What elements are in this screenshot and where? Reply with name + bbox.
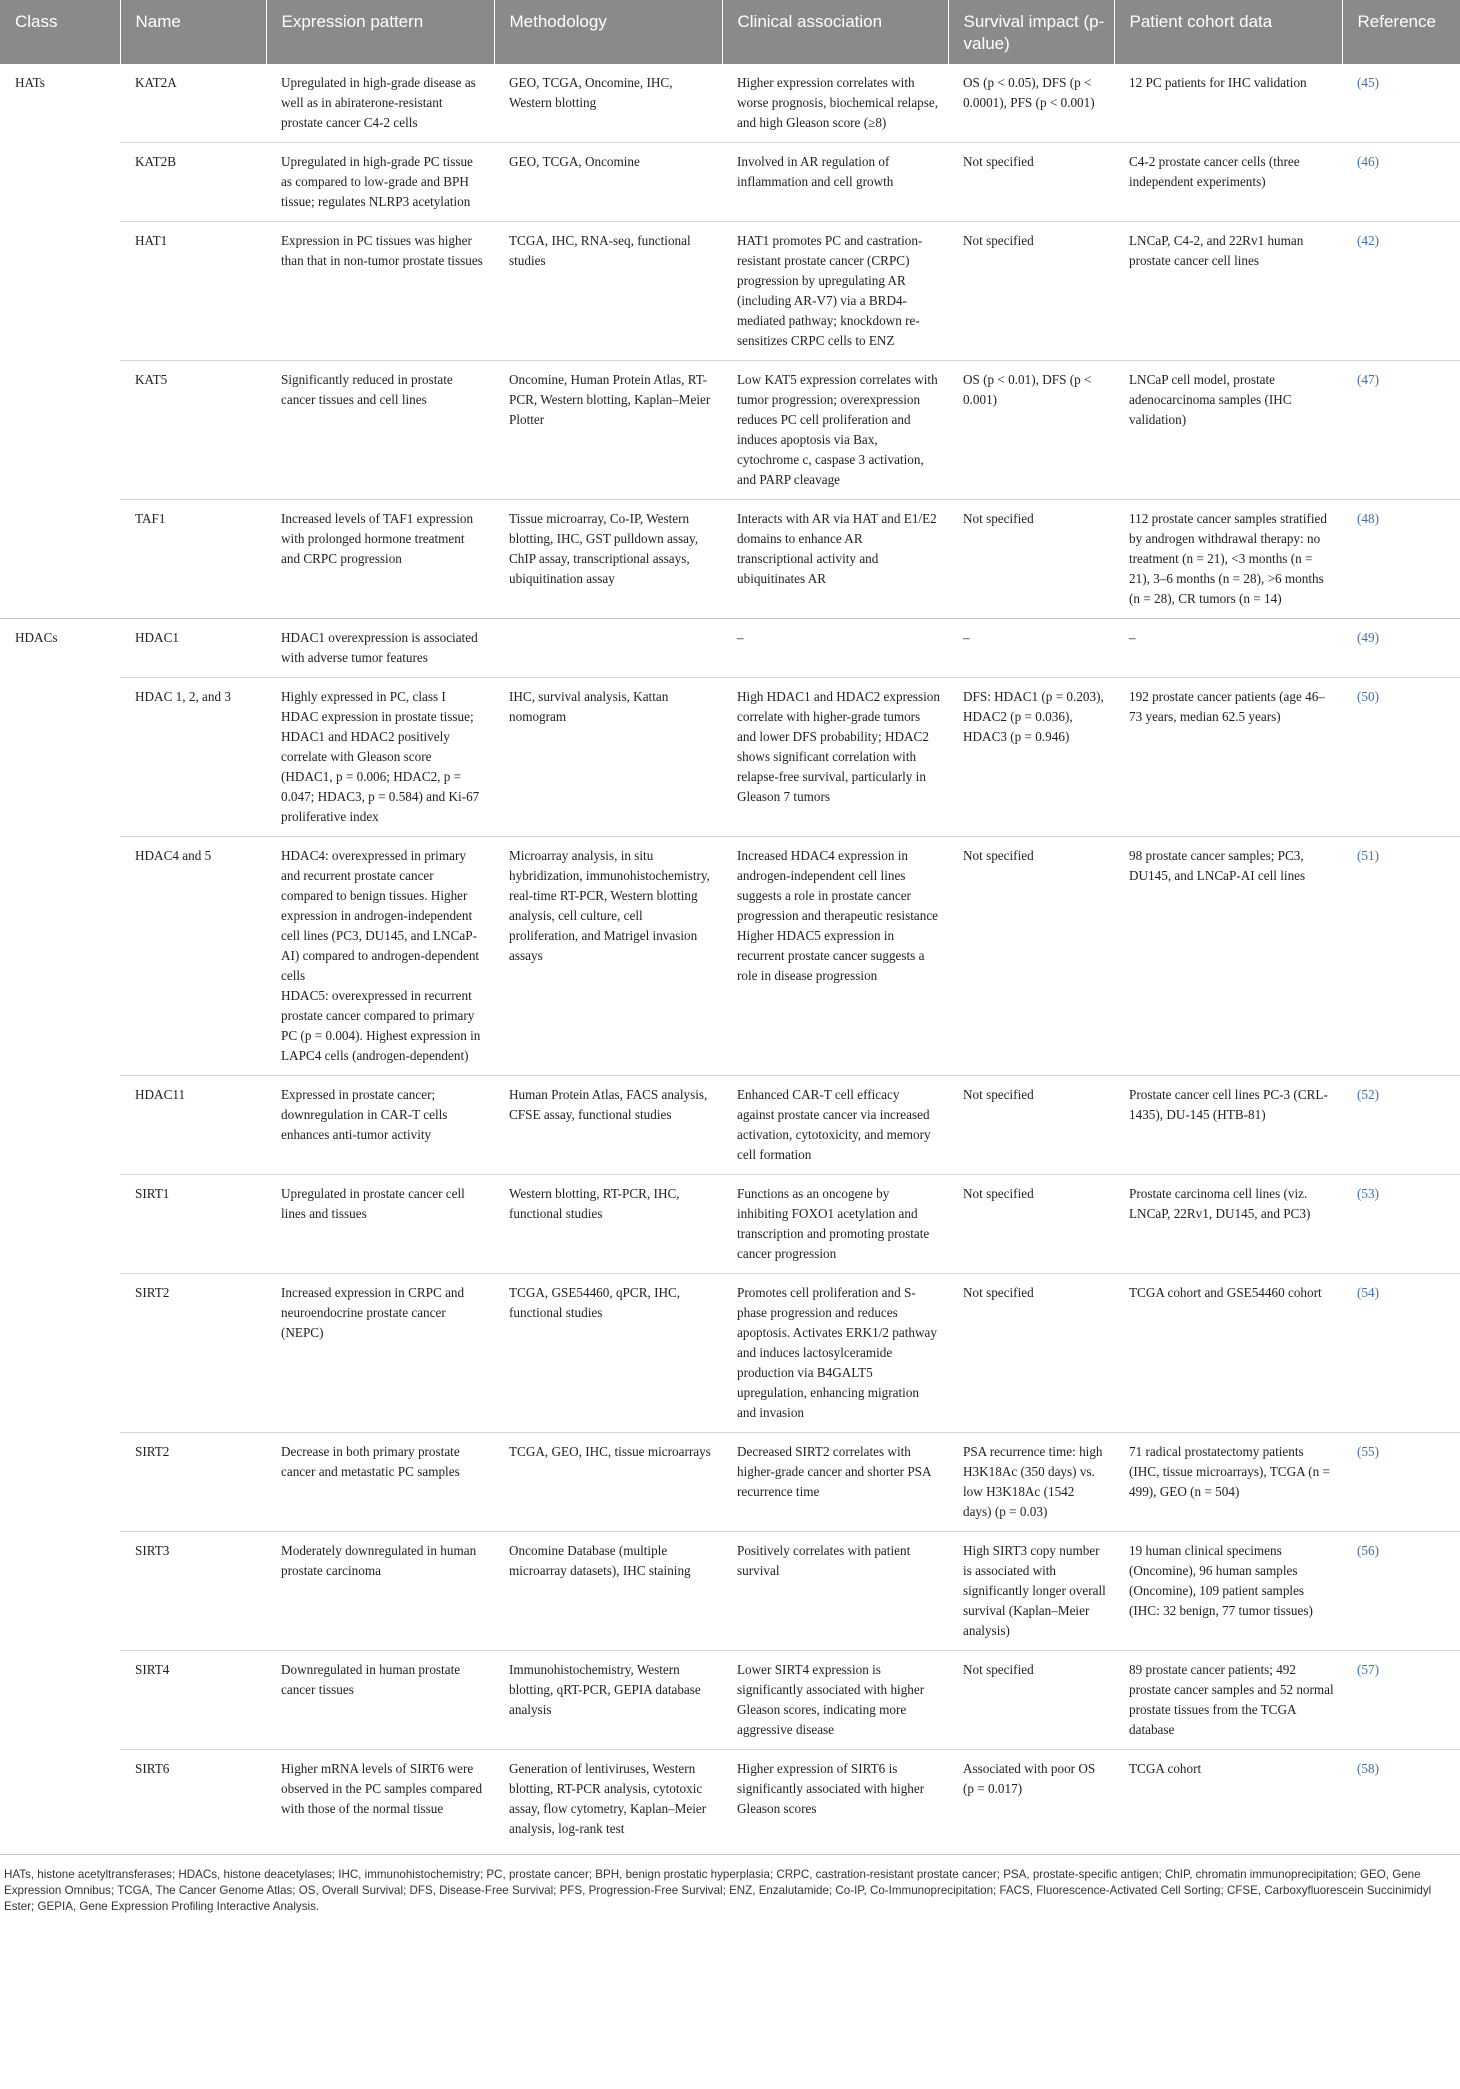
cell-cohort: 89 prostate cancer patients; 492 prostate cancer samples and 52 normal prostate tissues from the TCGA database bbox=[1114, 1651, 1342, 1750]
cell-clinical: Interacts with AR via HAT and E1/E2 domains to enhance AR transcriptional activity and ubiquitinates AR bbox=[722, 500, 948, 619]
cell-name: SIRT2 bbox=[120, 1433, 266, 1532]
cell-reference[interactable]: (48) bbox=[1342, 500, 1460, 619]
cell-cohort: TCGA cohort bbox=[1114, 1750, 1342, 1852]
cell-expression: Downregulated in human prostate cancer tissues bbox=[266, 1651, 494, 1750]
cell-class: HDACs bbox=[0, 619, 120, 678]
table-row bbox=[0, 222, 1460, 361]
cell-name: HDAC 1, 2, and 3 bbox=[120, 678, 266, 837]
cell-methodology: Oncomine Database (multiple microarray datasets), IHC staining bbox=[494, 1532, 722, 1651]
cell-expression: Significantly reduced in prostate cancer tissues and cell lines bbox=[266, 361, 494, 500]
header-reference: Reference bbox=[1342, 0, 1460, 64]
cell-class bbox=[0, 678, 120, 837]
header-cohort: Patient cohort data bbox=[1114, 0, 1342, 64]
cell-expression: Upregulated in high-grade disease as well as in abiraterone-resistant prostate cancer C4-2 cells bbox=[281, 75, 476, 130]
cell-survival: Not specified bbox=[948, 1274, 1114, 1433]
cell-class bbox=[0, 837, 120, 1076]
cell-cohort: – bbox=[1114, 619, 1342, 678]
header-expression: Expression pattern bbox=[266, 0, 494, 64]
cell-class bbox=[0, 1433, 120, 1532]
cell-survival: Not specified bbox=[948, 1076, 1114, 1175]
cell-class bbox=[0, 1175, 120, 1274]
cell-survival: High SIRT3 copy number is associated with significantly longer overall survival (Kaplan–Meier analysis) bbox=[948, 1532, 1114, 1651]
cell-clinical: Decreased SIRT2 correlates with higher-grade cancer and shorter PSA recurrence time bbox=[722, 1433, 948, 1532]
cell-reference[interactable]: (55) bbox=[1342, 1433, 1460, 1532]
cell-name: KAT5 bbox=[120, 361, 266, 500]
cell-class: HATs bbox=[15, 75, 45, 90]
cell-cohort: 192 prostate cancer patients (age 46–73 years, median 62.5 years) bbox=[1114, 678, 1342, 837]
cell-methodology: Western blotting, RT-PCR, IHC, functional studies bbox=[494, 1175, 722, 1274]
cell-cohort: 19 human clinical specimens (Oncomine), 96 human samples (Oncomine), 109 patient samples (IHC: 32 benign, 77 tumor tissues) bbox=[1114, 1532, 1342, 1651]
cell-methodology: GEO, TCGA, Oncomine, IHC, Western blotting bbox=[509, 75, 673, 110]
cell-expression: Expressed in prostate cancer; downregulation in CAR-T cells enhances anti-tumor activity bbox=[266, 1076, 494, 1175]
cell-reference[interactable]: (54) bbox=[1342, 1274, 1460, 1433]
table-row bbox=[0, 64, 1460, 143]
cell-methodology: TCGA, GEO, IHC, tissue microarrays bbox=[494, 1433, 722, 1532]
cell-name: SIRT6 bbox=[120, 1750, 266, 1852]
cell-reference[interactable]: (47) bbox=[1342, 361, 1460, 500]
cell-clinical: Enhanced CAR-T cell efficacy against prostate cancer via increased activation, cytotoxicity, and memory cell formation bbox=[722, 1076, 948, 1175]
cell-survival: – bbox=[948, 619, 1114, 678]
cell-cohort: 12 PC patients for IHC validation bbox=[1129, 75, 1307, 90]
cell-clinical: Positively correlates with patient survival bbox=[722, 1532, 948, 1651]
cell-reference[interactable]: (50) bbox=[1342, 678, 1460, 837]
cell-clinical: Promotes cell proliferation and S-phase progression and reduces apoptosis. Activates ERK1/2 pathway and induces lactosylceramide production via B4GALT5 upregulation, enhancing migration and invasion bbox=[722, 1274, 948, 1433]
header-clinical: Clinical association bbox=[722, 0, 948, 64]
cell-survival: Not specified bbox=[948, 1651, 1114, 1750]
cell-class bbox=[0, 1532, 120, 1651]
table-row bbox=[0, 143, 1460, 222]
cell-survival: PSA recurrence time: high H3K18Ac (350 days) vs. low H3K18Ac (1542 days) (p = 0.03) bbox=[948, 1433, 1114, 1532]
cell-class bbox=[0, 1651, 120, 1750]
cell-cohort: C4-2 prostate cancer cells (three independent experiments) bbox=[1114, 143, 1342, 222]
cell-expression: Higher mRNA levels of SIRT6 were observed in the PC samples compared with those of the normal tissue bbox=[266, 1750, 494, 1852]
header-methodology: Methodology bbox=[494, 0, 722, 64]
cell-expression: Increased levels of TAF1 expression with prolonged hormone treatment and CRPC progression bbox=[266, 500, 494, 619]
cell-clinical: Increased HDAC4 expression in androgen-independent cell lines suggests a role in prostate cancer progression and therapeutic resistance Higher HDAC5 expression in recurrent prostate cancer suggests a role in disease progression bbox=[722, 837, 948, 1076]
cell-name: HDAC11 bbox=[120, 1076, 266, 1175]
table-row bbox=[0, 1433, 1460, 1532]
cell-name: SIRT3 bbox=[120, 1532, 266, 1651]
cell-survival: Not specified bbox=[948, 500, 1114, 619]
header-name: Name bbox=[120, 0, 266, 64]
cell-name: SIRT2 bbox=[120, 1274, 266, 1433]
cell-survival: Not specified bbox=[948, 222, 1114, 361]
cell-methodology: GEO, TCGA, Oncomine bbox=[494, 143, 722, 222]
table-row bbox=[0, 1750, 1460, 1852]
cell-expression: Upregulated in high-grade PC tissue as compared to low-grade and BPH tissue; regulates NLRP3 acetylation bbox=[266, 143, 494, 222]
cell-survival: OS (p < 0.01), DFS (p < 0.001) bbox=[948, 361, 1114, 500]
cell-expression: Decrease in both primary prostate cancer and metastatic PC samples bbox=[266, 1433, 494, 1532]
cell-clinical: HAT1 promotes PC and castration-resistant prostate cancer (CRPC) progression by upregulating AR (including AR-V7) via a BRD4-mediated pathway; knockdown re-sensitizes CRPC cells to ENZ bbox=[722, 222, 948, 361]
cell-reference[interactable]: (52) bbox=[1342, 1076, 1460, 1175]
cell-expression: HDAC4: overexpressed in primary and recurrent prostate cancer compared to benign tissues. Higher expression in androgen-independent cell lines (PC3, DU145, and LNCaP-AI) compared to androgen-dependent cells HDAC5: overexpressed in recurrent prostate cancer compared to primary PC (p = 0.004). Highest expression in LAPC4 cells (androgen-dependent) bbox=[266, 837, 494, 1076]
cell-clinical: High HDAC1 and HDAC2 expression correlate with higher-grade tumors and lower DFS probability; HDAC2 shows significant correlation with relapse-free survival, particularly in Gleason 7 tumors bbox=[722, 678, 948, 837]
table-row bbox=[0, 361, 1460, 500]
cell-class bbox=[0, 1750, 120, 1852]
cell-class bbox=[0, 500, 120, 619]
cell-methodology: Immunohistochemistry, Western blotting, qRT-PCR, GEPIA database analysis bbox=[494, 1651, 722, 1750]
cell-cohort: 98 prostate cancer samples; PC3, DU145, and LNCaP-AI cell lines bbox=[1114, 837, 1342, 1076]
cell-cohort: TCGA cohort and GSE54460 cohort bbox=[1114, 1274, 1342, 1433]
cell-survival: DFS: HDAC1 (p = 0.203), HDAC2 (p = 0.036), HDAC3 (p = 0.946) bbox=[948, 678, 1114, 837]
table-row bbox=[0, 837, 1460, 1076]
cell-methodology bbox=[494, 619, 722, 678]
cell-expression: HDAC1 overexpression is associated with adverse tumor features bbox=[266, 619, 494, 678]
cell-reference[interactable]: (53) bbox=[1342, 1175, 1460, 1274]
cell-name: SIRT1 bbox=[120, 1175, 266, 1274]
table-row bbox=[0, 500, 1460, 619]
table-row bbox=[0, 1532, 1460, 1651]
table-body bbox=[0, 64, 1460, 1852]
cell-cohort: LNCaP, C4-2, and 22Rv1 human prostate cancer cell lines bbox=[1114, 222, 1342, 361]
table-header bbox=[0, 0, 1460, 64]
table-row bbox=[0, 678, 1460, 837]
cell-reference[interactable]: (57) bbox=[1342, 1651, 1460, 1750]
cell-class bbox=[0, 1076, 120, 1175]
cell-expression: Moderately downregulated in human prostate carcinoma bbox=[266, 1532, 494, 1651]
cell-clinical: Higher expression of SIRT6 is significantly associated with higher Gleason scores bbox=[722, 1750, 948, 1852]
table-footnote: HATs, histone acetyltransferases; HDACs, histone deacetylases; IHC, immunohistochemistry; PC, prostate cancer; BPH, benign prostatic hyperplasia; CRPC, castration-resistant prostate cancer; PSA, prostate-specific antigen; ChIP, chromatin immunoprecipitation; GEO, Gene Expression Omnibus; TCGA, The Cancer Genome Atlas; OS, Overall Survival; DFS, Disease-Free Survival; PFS, Progression-Free Survival; ENZ, Enzalutamide; Co-IP, Co-Immunoprecipitation; FACS, Fluorescence-Activated Cell Sorting; CFSE, Carboxyfluorescein Succinimidyl Ester; GEPIA, Gene Expression Profiling Interactive Analysis. bbox=[0, 1854, 1460, 1915]
header-class: Class bbox=[0, 0, 120, 64]
cell-cohort: 112 prostate cancer samples stratified by androgen withdrawal therapy: no treatment (n = 21), <3 months (n = 21), 3–6 months (n = 28), >6 months (n = 28), CR tumors (n = 14) bbox=[1114, 500, 1342, 619]
cell-methodology: TCGA, IHC, RNA-seq, functional studies bbox=[494, 222, 722, 361]
cell-methodology: Oncomine, Human Protein Atlas, RT-PCR, Western blotting, Kaplan–Meier Plotter bbox=[494, 361, 722, 500]
cell-reference[interactable]: (45) bbox=[1357, 75, 1379, 90]
cell-methodology: Human Protein Atlas, FACS analysis, CFSE assay, functional studies bbox=[494, 1076, 722, 1175]
cell-name: SIRT4 bbox=[120, 1651, 266, 1750]
cell-cohort: Prostate carcinoma cell lines (viz. LNCaP, 22Rv1, DU145, and PC3) bbox=[1114, 1175, 1342, 1274]
cell-clinical: Higher expression correlates with worse prognosis, biochemical relapse, and high Gleason score (≥8) bbox=[737, 75, 939, 130]
cell-name: HDAC1 bbox=[120, 619, 266, 678]
header-survival: Survival impact (p-value) bbox=[948, 0, 1114, 64]
cell-clinical: Lower SIRT4 expression is significantly associated with higher Gleason scores, indicating more aggressive disease bbox=[722, 1651, 948, 1750]
cell-reference[interactable]: (58) bbox=[1342, 1750, 1460, 1852]
cell-class bbox=[0, 143, 120, 222]
cell-survival: Not specified bbox=[948, 837, 1114, 1076]
cell-cohort: 71 radical prostatectomy patients (IHC, tissue microarrays), TCGA (n = 499), GEO (n = 504) bbox=[1114, 1433, 1342, 1532]
cell-reference[interactable]: (51) bbox=[1342, 837, 1460, 1076]
cell-expression: Upregulated in prostate cancer cell lines and tissues bbox=[266, 1175, 494, 1274]
cell-methodology: Generation of lentiviruses, Western blotting, RT-PCR analysis, cytotoxic assay, flow cytometry, Kaplan–Meier analysis, log-rank test bbox=[494, 1750, 722, 1852]
cell-survival: Not specified bbox=[948, 1175, 1114, 1274]
table-row bbox=[0, 619, 1460, 678]
cell-survival: Not specified bbox=[948, 143, 1114, 222]
cell-class bbox=[0, 361, 120, 500]
cell-methodology: Tissue microarray, Co-IP, Western blotting, IHC, GST pulldown assay, ChIP assay, transcriptional assays, ubiquitination assay bbox=[494, 500, 722, 619]
cell-class bbox=[0, 222, 120, 361]
cell-clinical: Low KAT5 expression correlates with tumor progression; overexpression reduces PC cell proliferation and induces apoptosis via Bax, cytochrome c, caspase 3 activation, and PARP cleavage bbox=[722, 361, 948, 500]
cell-cohort: Prostate cancer cell lines PC-3 (CRL-1435), DU-145 (HTB-81) bbox=[1114, 1076, 1342, 1175]
cell-clinical: Involved in AR regulation of inflammation and cell growth bbox=[722, 143, 948, 222]
cell-class bbox=[0, 1274, 120, 1433]
cell-name: HAT1 bbox=[120, 222, 266, 361]
cell-clinical: Functions as an oncogene by inhibiting FOXO1 acetylation and transcription and promoting prostate cancer progression bbox=[722, 1175, 948, 1274]
cell-name: HDAC4 and 5 bbox=[120, 837, 266, 1076]
cell-name: TAF1 bbox=[120, 500, 266, 619]
cell-survival: Associated with poor OS (p = 0.017) bbox=[948, 1750, 1114, 1852]
cell-reference[interactable]: (42) bbox=[1342, 222, 1460, 361]
cell-reference[interactable]: (46) bbox=[1342, 143, 1460, 222]
cell-methodology: Microarray analysis, in situ hybridization, immunohistochemistry, real-time RT-PCR, Western blotting analysis, cell culture, cell proliferation, and Matrigel invasion assays bbox=[494, 837, 722, 1076]
table-row bbox=[0, 1274, 1460, 1433]
table-row bbox=[0, 1175, 1460, 1274]
cell-methodology: IHC, survival analysis, Kattan nomogram bbox=[494, 678, 722, 837]
cell-reference[interactable]: (56) bbox=[1342, 1532, 1460, 1651]
cell-name: KAT2B bbox=[120, 143, 266, 222]
cell-clinical: – bbox=[722, 619, 948, 678]
cell-name: KAT2A bbox=[135, 75, 177, 90]
cell-expression: Expression in PC tissues was higher than that in non-tumor prostate tissues bbox=[266, 222, 494, 361]
cell-expression: Increased expression in CRPC and neuroendocrine prostate cancer (NEPC) bbox=[266, 1274, 494, 1433]
cell-expression: Highly expressed in PC, class I HDAC expression in prostate tissue; HDAC1 and HDAC2 positively correlate with Gleason score (HDAC1, p = 0.006; HDAC2, p = 0.047; HDAC3, p = 0.584) and Ki-67 proliferative index bbox=[266, 678, 494, 837]
cell-methodology: TCGA, GSE54460, qPCR, IHC, functional studies bbox=[494, 1274, 722, 1433]
table-row bbox=[0, 1076, 1460, 1175]
table-row bbox=[0, 1651, 1460, 1750]
cell-cohort: LNCaP cell model, prostate adenocarcinoma samples (IHC validation) bbox=[1114, 361, 1342, 500]
cell-reference[interactable]: (49) bbox=[1342, 619, 1460, 678]
cell-survival: OS (p < 0.05), DFS (p < 0.0001), PFS (p < 0.001) bbox=[963, 75, 1095, 110]
